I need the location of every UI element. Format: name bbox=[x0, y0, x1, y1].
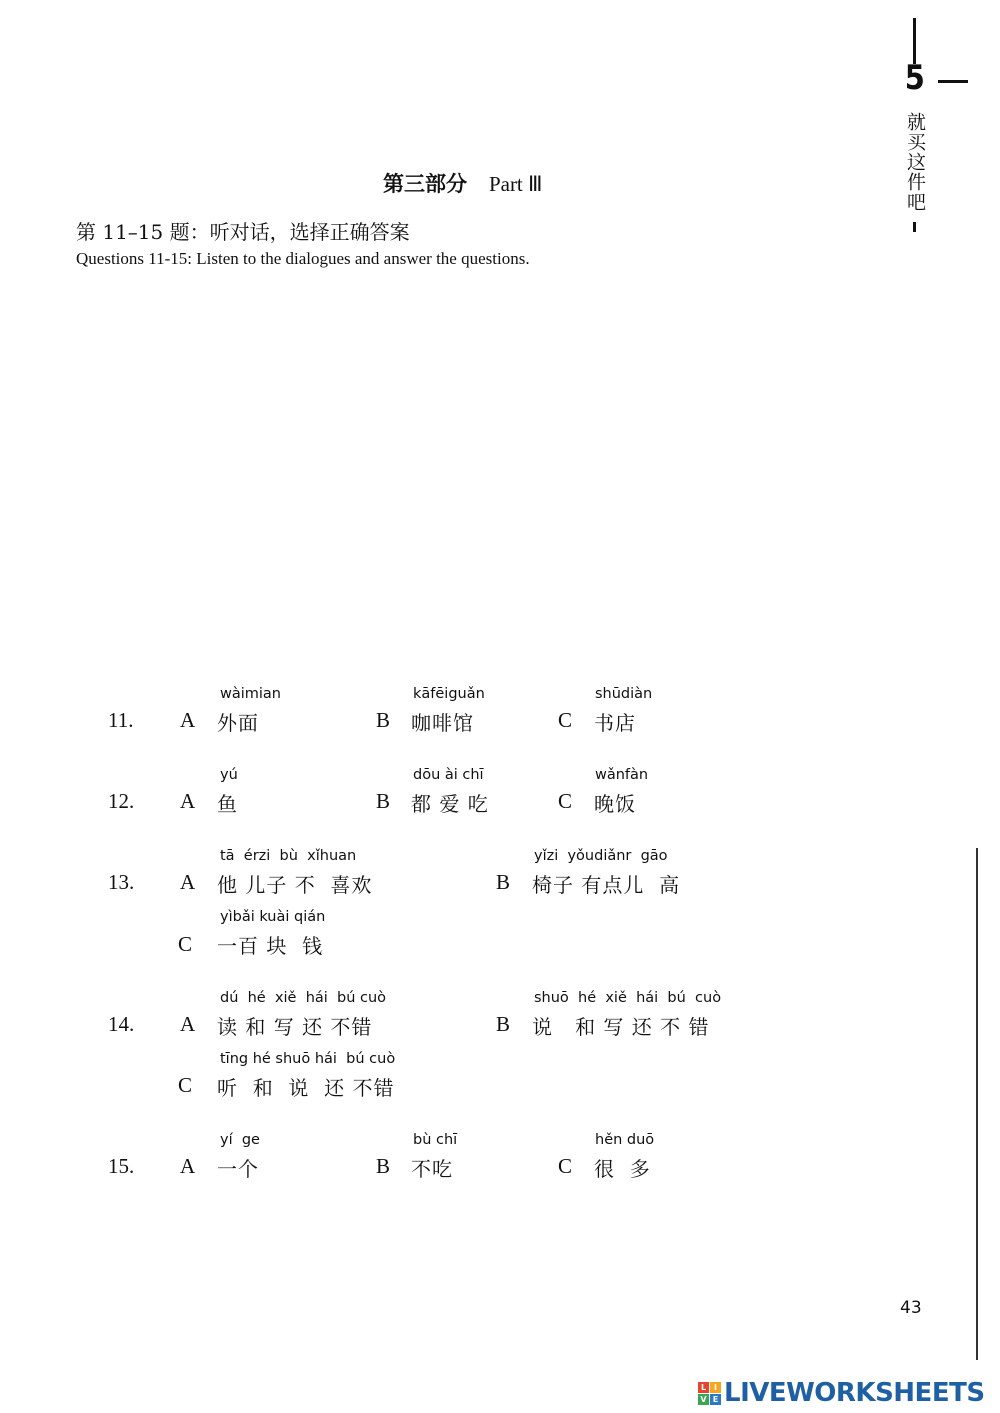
q11-b-text: 咖啡馆 bbox=[411, 711, 474, 735]
q11-b-pinyin: kāfēiguǎn bbox=[413, 686, 485, 702]
q14-b-letter: B bbox=[496, 1012, 511, 1036]
question-12-number: 12. bbox=[108, 789, 135, 813]
q14-a-text: 读 和 写 还 不错 bbox=[217, 1015, 373, 1039]
section-title bbox=[383, 168, 543, 198]
q14-a-letter: A bbox=[180, 1012, 196, 1036]
q15-a-text: 一个 bbox=[217, 1157, 259, 1181]
q13-b-pinyin: yǐzi yǒudiǎnr gāo bbox=[534, 848, 668, 864]
q12-c-letter: C bbox=[558, 789, 573, 813]
q15-c-pinyin: hěn duō bbox=[595, 1132, 655, 1148]
q11-a-pinyin: wàimian bbox=[220, 686, 282, 702]
q13-c-text: 一百 块 钱 bbox=[217, 934, 324, 958]
q12-c-pinyin: wǎnfàn bbox=[595, 767, 649, 783]
q14-b-text: 说 和 写 还 不 错 bbox=[532, 1015, 710, 1039]
q12-a-text: 鱼 bbox=[217, 792, 238, 816]
liveworksheets-logo-text: LIVEWORKSHEETS bbox=[724, 1378, 985, 1408]
q13-b-text: 椅子 有点儿 高 bbox=[532, 873, 681, 897]
page-number: 43 bbox=[900, 1298, 922, 1318]
q11-c-pinyin: shūdiàn bbox=[595, 686, 653, 702]
q14-c-pinyin: tīng hé shuō hái bú cuò bbox=[220, 1051, 396, 1067]
q14-c-text: 听 和 说 还 不错 bbox=[217, 1076, 395, 1100]
q11-a-letter: A bbox=[180, 708, 196, 732]
q15-c-text: 很 多 bbox=[594, 1157, 651, 1181]
q15-b-pinyin: bù chī bbox=[413, 1132, 458, 1148]
q11-c-letter: C bbox=[558, 708, 573, 732]
q14-b-pinyin: shuō hé xiě hái bú cuò bbox=[534, 990, 722, 1006]
liveworksheets-logo-icon bbox=[698, 1382, 721, 1405]
q15-a-pinyin: yí ge bbox=[220, 1132, 260, 1148]
section-title-en: Part Ⅲ bbox=[488, 172, 543, 196]
q12-b-letter: B bbox=[376, 789, 391, 813]
q12-a-pinyin: yú bbox=[220, 767, 238, 783]
q13-c-letter: C bbox=[178, 932, 193, 956]
q13-a-pinyin: tā érzi bù xǐhuan bbox=[220, 848, 357, 864]
logo-tile-v: V bbox=[698, 1394, 709, 1405]
chapter-bar-bottom bbox=[913, 222, 916, 232]
instructions-zh: 第 11–15 题：听对话，选择正确答案 bbox=[76, 220, 410, 244]
q12-c-text: 晚饭 bbox=[594, 792, 636, 816]
q15-c-letter: C bbox=[558, 1154, 573, 1178]
chapter-number: 5 bbox=[904, 58, 925, 98]
q13-c-pinyin: yìbǎi kuài qián bbox=[220, 909, 326, 925]
q14-a-pinyin: dú hé xiě hái bú cuò bbox=[220, 990, 387, 1006]
question-15-number: 15. bbox=[108, 1154, 135, 1178]
section-title-zh: 第三部分 bbox=[383, 171, 467, 196]
q11-b-letter: B bbox=[376, 708, 391, 732]
q15-a-letter: A bbox=[180, 1154, 196, 1178]
q14-c-letter: C bbox=[178, 1073, 193, 1097]
page-edge-rule bbox=[976, 848, 978, 1360]
q13-a-letter: A bbox=[180, 870, 196, 894]
question-14-number: 14. bbox=[108, 1012, 135, 1036]
chapter-title: 就买这件吧 bbox=[904, 112, 926, 212]
q13-a-text: 他 儿子 不 喜欢 bbox=[217, 873, 373, 897]
instructions-en: Questions 11-15: Listen to the dialogues and answer the questions. bbox=[76, 249, 530, 268]
q15-b-text: 不吃 bbox=[411, 1157, 453, 1181]
liveworksheets-logo bbox=[698, 1378, 985, 1408]
q11-a-text: 外面 bbox=[217, 711, 259, 735]
question-13-number: 13. bbox=[108, 870, 135, 894]
q12-b-text: 都 爱 吃 bbox=[411, 792, 489, 816]
q13-b-letter: B bbox=[496, 870, 511, 894]
question-11-number: 11. bbox=[108, 708, 134, 732]
chapter-dash bbox=[938, 80, 968, 83]
logo-tile-l: L bbox=[698, 1382, 709, 1393]
q12-b-pinyin: dōu ài chī bbox=[413, 767, 484, 783]
q12-a-letter: A bbox=[180, 789, 196, 813]
q11-c-text: 书店 bbox=[594, 711, 636, 735]
logo-tile-i: I bbox=[710, 1382, 721, 1393]
logo-tile-e: E bbox=[710, 1394, 721, 1405]
q15-b-letter: B bbox=[376, 1154, 391, 1178]
